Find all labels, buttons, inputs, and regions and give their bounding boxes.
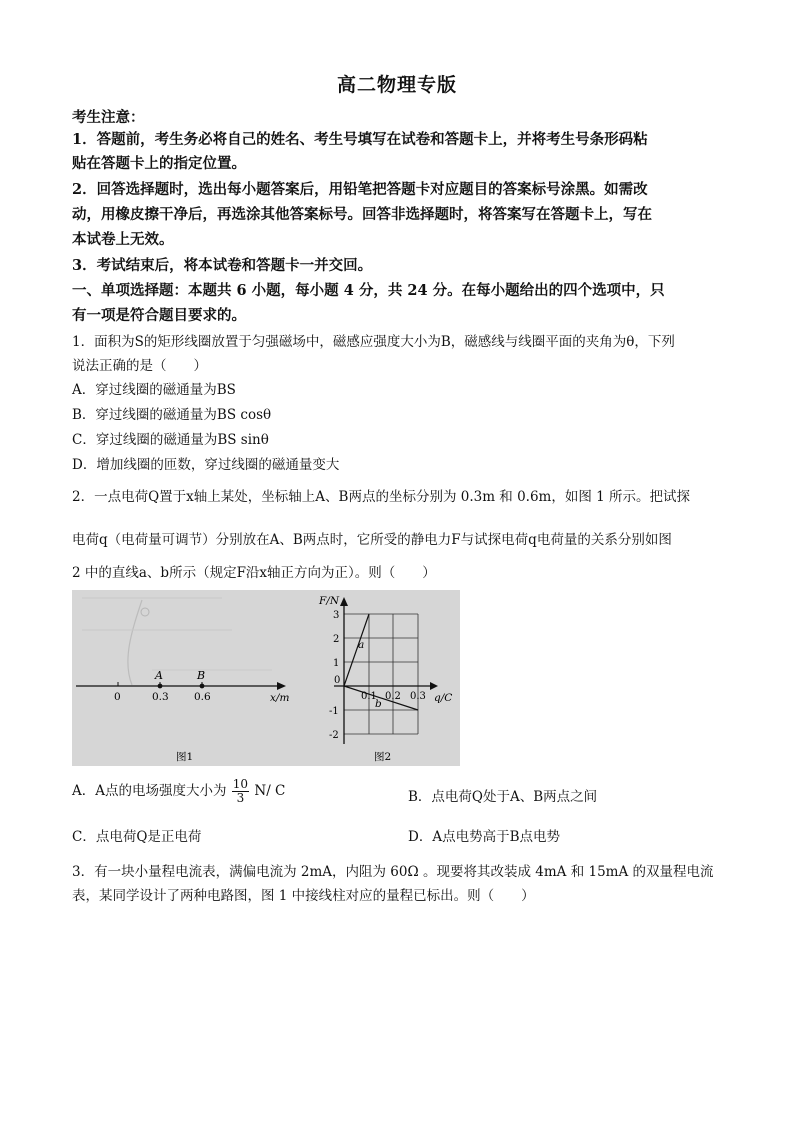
fig1-tick-0-3: 0.3	[152, 691, 169, 703]
q1-option-a: A．穿过线圈的磁通量为BS	[72, 382, 236, 398]
q2-option-a-text: A．A点的电场强度大小为	[72, 783, 227, 799]
fig1-axis-label: x/m	[270, 692, 290, 704]
q2-option-a-unit: N/ C	[254, 783, 286, 799]
fig2-label-a: a	[358, 639, 365, 651]
notice-item-2-line-2: 动，用橡皮擦干净后，再选涂其他答案标号。回答非选择题时，将答案写在答题卡上，写在	[72, 206, 652, 223]
fig2-y-tick-2: 2	[333, 634, 340, 645]
fig2-x-tick-0-1: 0.1	[361, 691, 377, 702]
q3-stem-line-1: 3．有一块小量程电流表，满偏电流为 2mA，内阻为 60Ω 。现要将其改装成 4mA 和 15mA 的双量程电流	[72, 864, 714, 880]
fig2-y-label: F/N	[319, 595, 340, 607]
q2-option-a-fraction	[232, 778, 249, 805]
fig2-origin: 0	[334, 675, 341, 686]
q1-stem-line-2: 说法正确的是（ ）	[72, 358, 207, 374]
fig2-x-tick-0-2: 0.2	[385, 691, 401, 702]
fig2-x-tick-0-3: 0.3	[410, 691, 426, 702]
fig1-label-b: B	[197, 669, 206, 682]
q2-stem-line-2: 电荷q（电荷量可调节）分别放在A、B两点时，它所受的静电力F与试探电荷q电荷量的关系分别如图	[72, 532, 672, 548]
fraction-numerator: 10	[232, 777, 249, 791]
fig2-y-tick-neg1: -1	[329, 706, 339, 717]
notice-item-1-line-1: 1．答题前，考生务必将自己的姓名、考生号填写在试卷和答题卡上，并将考生号条形码粘	[72, 131, 648, 148]
fig1-tick-0: 0	[114, 691, 121, 703]
q2-stem-line-1: 2．一点电荷Q置于x轴上某处，坐标轴上A、B两点的坐标分别为 0.3m 和 0.6m，如图 1 所示。把试探	[72, 489, 691, 505]
q2-figure-svg	[72, 590, 460, 766]
q1-option-d: D．增加线圈的匝数，穿过线圈的磁通量变大	[72, 457, 340, 473]
notice-item-1-line-2: 贴在答题卡上的指定位置。	[72, 155, 246, 172]
fig2-y-tick-3: 3	[333, 610, 340, 621]
fig2-y-tick-1: 1	[333, 658, 340, 669]
q1-option-b: B．穿过线圈的磁通量为BS cosθ	[72, 407, 272, 423]
section-1-line-1: 一、单项选择题：本题共 6 小题，每小题 4 分，共 24 分。在每小题给出的四个选项中，只	[72, 282, 665, 299]
fig1-tick-0-6: 0.6	[194, 691, 211, 703]
q1-option-c: C．穿过线圈的磁通量为BS sinθ	[72, 432, 269, 448]
notice-item-3: 3．考试结束后，将本试卷和答题卡一并交回。	[72, 257, 373, 274]
fig2-x-label: q/C	[434, 692, 453, 704]
fig1-label-a: A	[155, 669, 163, 682]
section-1-line-2: 有一项是符合题目要求的。	[72, 307, 246, 324]
q2-figure	[72, 590, 460, 766]
q2-stem-line-3: 2 中的直线a、b所示（规定F沿x轴正方向为正）。则（ ）	[72, 565, 436, 581]
q3-stem-line-2: 表，某同学设计了两种电路图，图 1 中接线柱对应的量程已标出。则（ ）	[72, 888, 535, 904]
fig2-y-tick-neg2: -2	[329, 730, 339, 741]
q2-option-c: C．点电荷Q是正电荷	[72, 829, 202, 845]
q1-stem-line-1: 1．面积为S的矩形线圈放置于匀强磁场中，磁感应强度大小为B，磁感线与线圈平面的夹角为θ，下列	[72, 334, 675, 350]
notice-item-2-line-3: 本试卷上无效。	[72, 231, 174, 248]
page-title: 高二物理专版	[336, 74, 457, 96]
q2-option-a	[72, 778, 285, 805]
fraction-denominator: 3	[236, 791, 245, 805]
notice-item-2-line-1: 2．回答选择题时，选出每小题答案后，用铅笔把答题卡对应题目的答案标号涂黑。如需改	[72, 181, 648, 198]
q2-option-d: D．A点电势高于B点电势	[408, 829, 560, 845]
fig1-point-b	[200, 684, 205, 689]
fig1-point-a	[158, 684, 163, 689]
fig2-caption: 图2	[374, 751, 392, 763]
fig1-caption: 图1	[176, 751, 194, 763]
notice-heading: 考生注意：	[72, 109, 145, 126]
fig2-label-b: b	[375, 698, 382, 710]
q2-option-b: B．点电荷Q处于A、B两点之间	[408, 789, 598, 805]
